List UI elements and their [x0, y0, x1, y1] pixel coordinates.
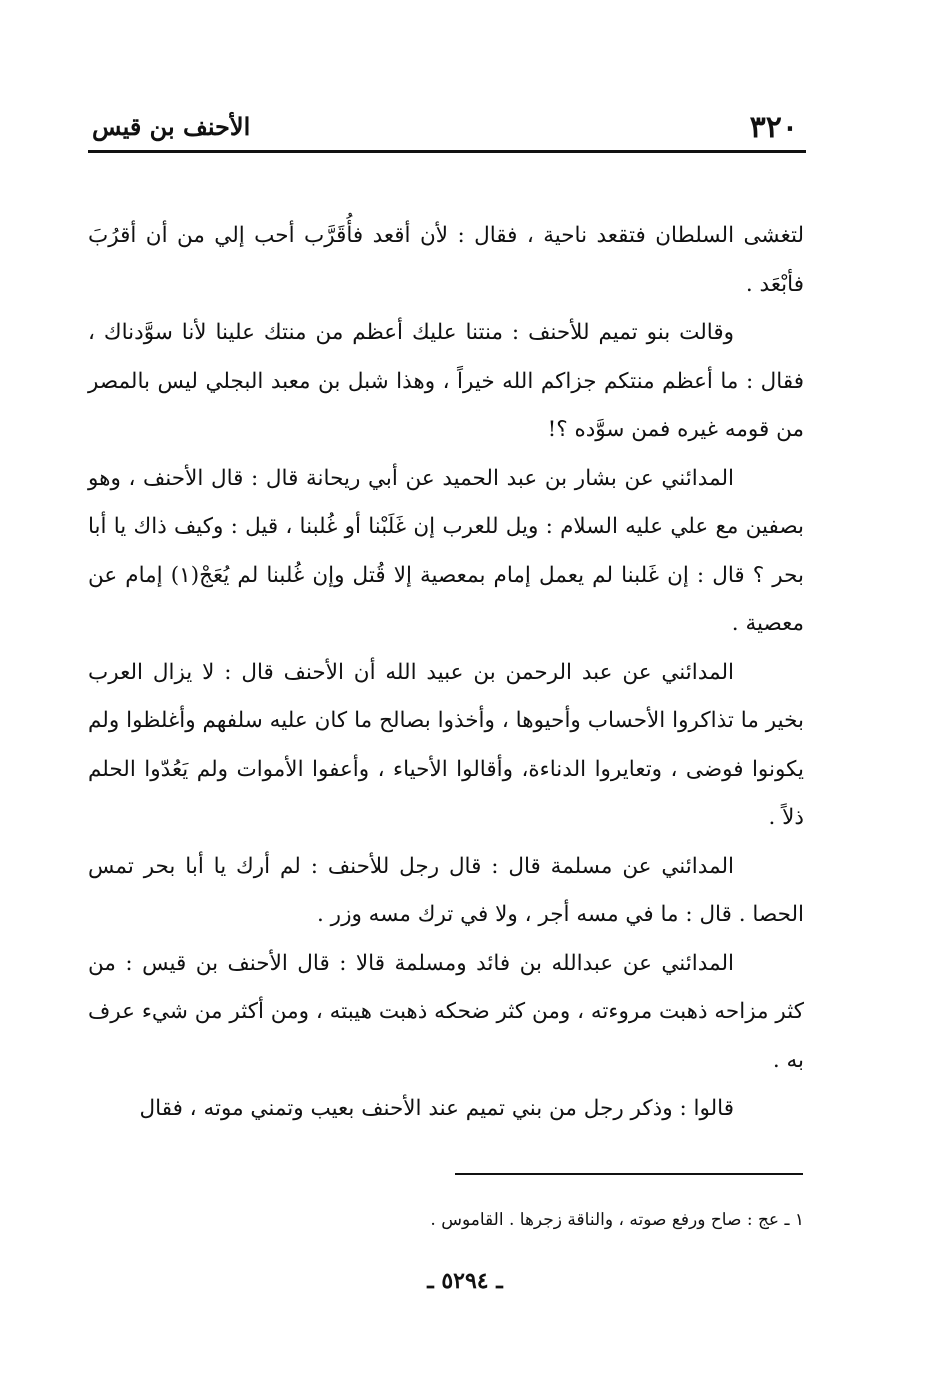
page-header: [88, 110, 804, 150]
footnote-rule: [455, 1173, 803, 1175]
running-title: الأحنف بن قيس: [92, 112, 251, 141]
paragraph: لتغشى السلطان فتقعد ناحية ، فقال : لأن أقعد فأُقَرَّب أحب إلي من أن أقرُبَ فأبْعَد .: [88, 223, 804, 297]
paragraph: المدائني عن عبدالله بن فائد ومسلمة قالا : قال الأحنف بن قيس : من كثر مزاحه ذهبت مروءته ، ومن كثر ضحكه ذهبت هيبته ، ومن أكثر من شيء عرف به .: [88, 950, 804, 1073]
paragraph: المدائني عن عبد الرحمن بن عبيد الله أن الأحنف قال : لا يزال العرب بخير ما تذاكروا الأحساب وأحيوها ، وأخذوا بصالح ما كان عليه سلفهم وأغلظوا ولم يكونوا فوضى ، وتعايروا الدناءة، وأقالوا الأحياء ، وأعفوا الأموات ولم يَعُدّوا الحلم ذلاً .: [88, 659, 804, 830]
folio-number: ـ ٥٢٩٤ ـ: [427, 1268, 503, 1294]
footnote: ١ ـ عج : صاح ورفع صوته ، والناقة زجرها . القاموس .: [430, 1210, 804, 1230]
body-text: [88, 212, 804, 1134]
paragraph: المدائني عن بشار بن عبد الحميد عن أبي ريحانة قال : قال الأحنف ، وهو بصفين مع علي عليه السلام : ويل للعرب إن غَلَبْنا أو غُلبنا ، قيل : وكيف ذاك يا أبا بحر ؟ قال : إن غَلبنا لم يعمل إمام بمعصية إلا قُتل وإن غُلبنا لم يُعَجْ(١) إمام عن معصية .: [88, 465, 805, 636]
paragraph: قالوا : وذكر رجل من بني تميم عند الأحنف بعيب وتمني موته ، فقال: [139, 1096, 734, 1121]
header-rule: [88, 150, 806, 153]
page-number: ٣٢٠: [749, 110, 798, 145]
paragraph: وقالت بنو تميم للأحنف : منتنا عليك أعظم من منتك علينا لأنا سوَّدناك ، فقال : ما أعظم منتكم جزاكم الله خيراً ، وهذا شبل بن معبد البجلي ليس بالمصر من قومه غيره فمن سوَّده ؟!: [88, 320, 804, 442]
paragraph: المدائني عن مسلمة قال : قال رجل للأحنف : لم أرك يا أبا بحر تمس الحصا . قال : ما في مسه أجر ، ولا في ترك مسه وزر .: [88, 853, 804, 927]
